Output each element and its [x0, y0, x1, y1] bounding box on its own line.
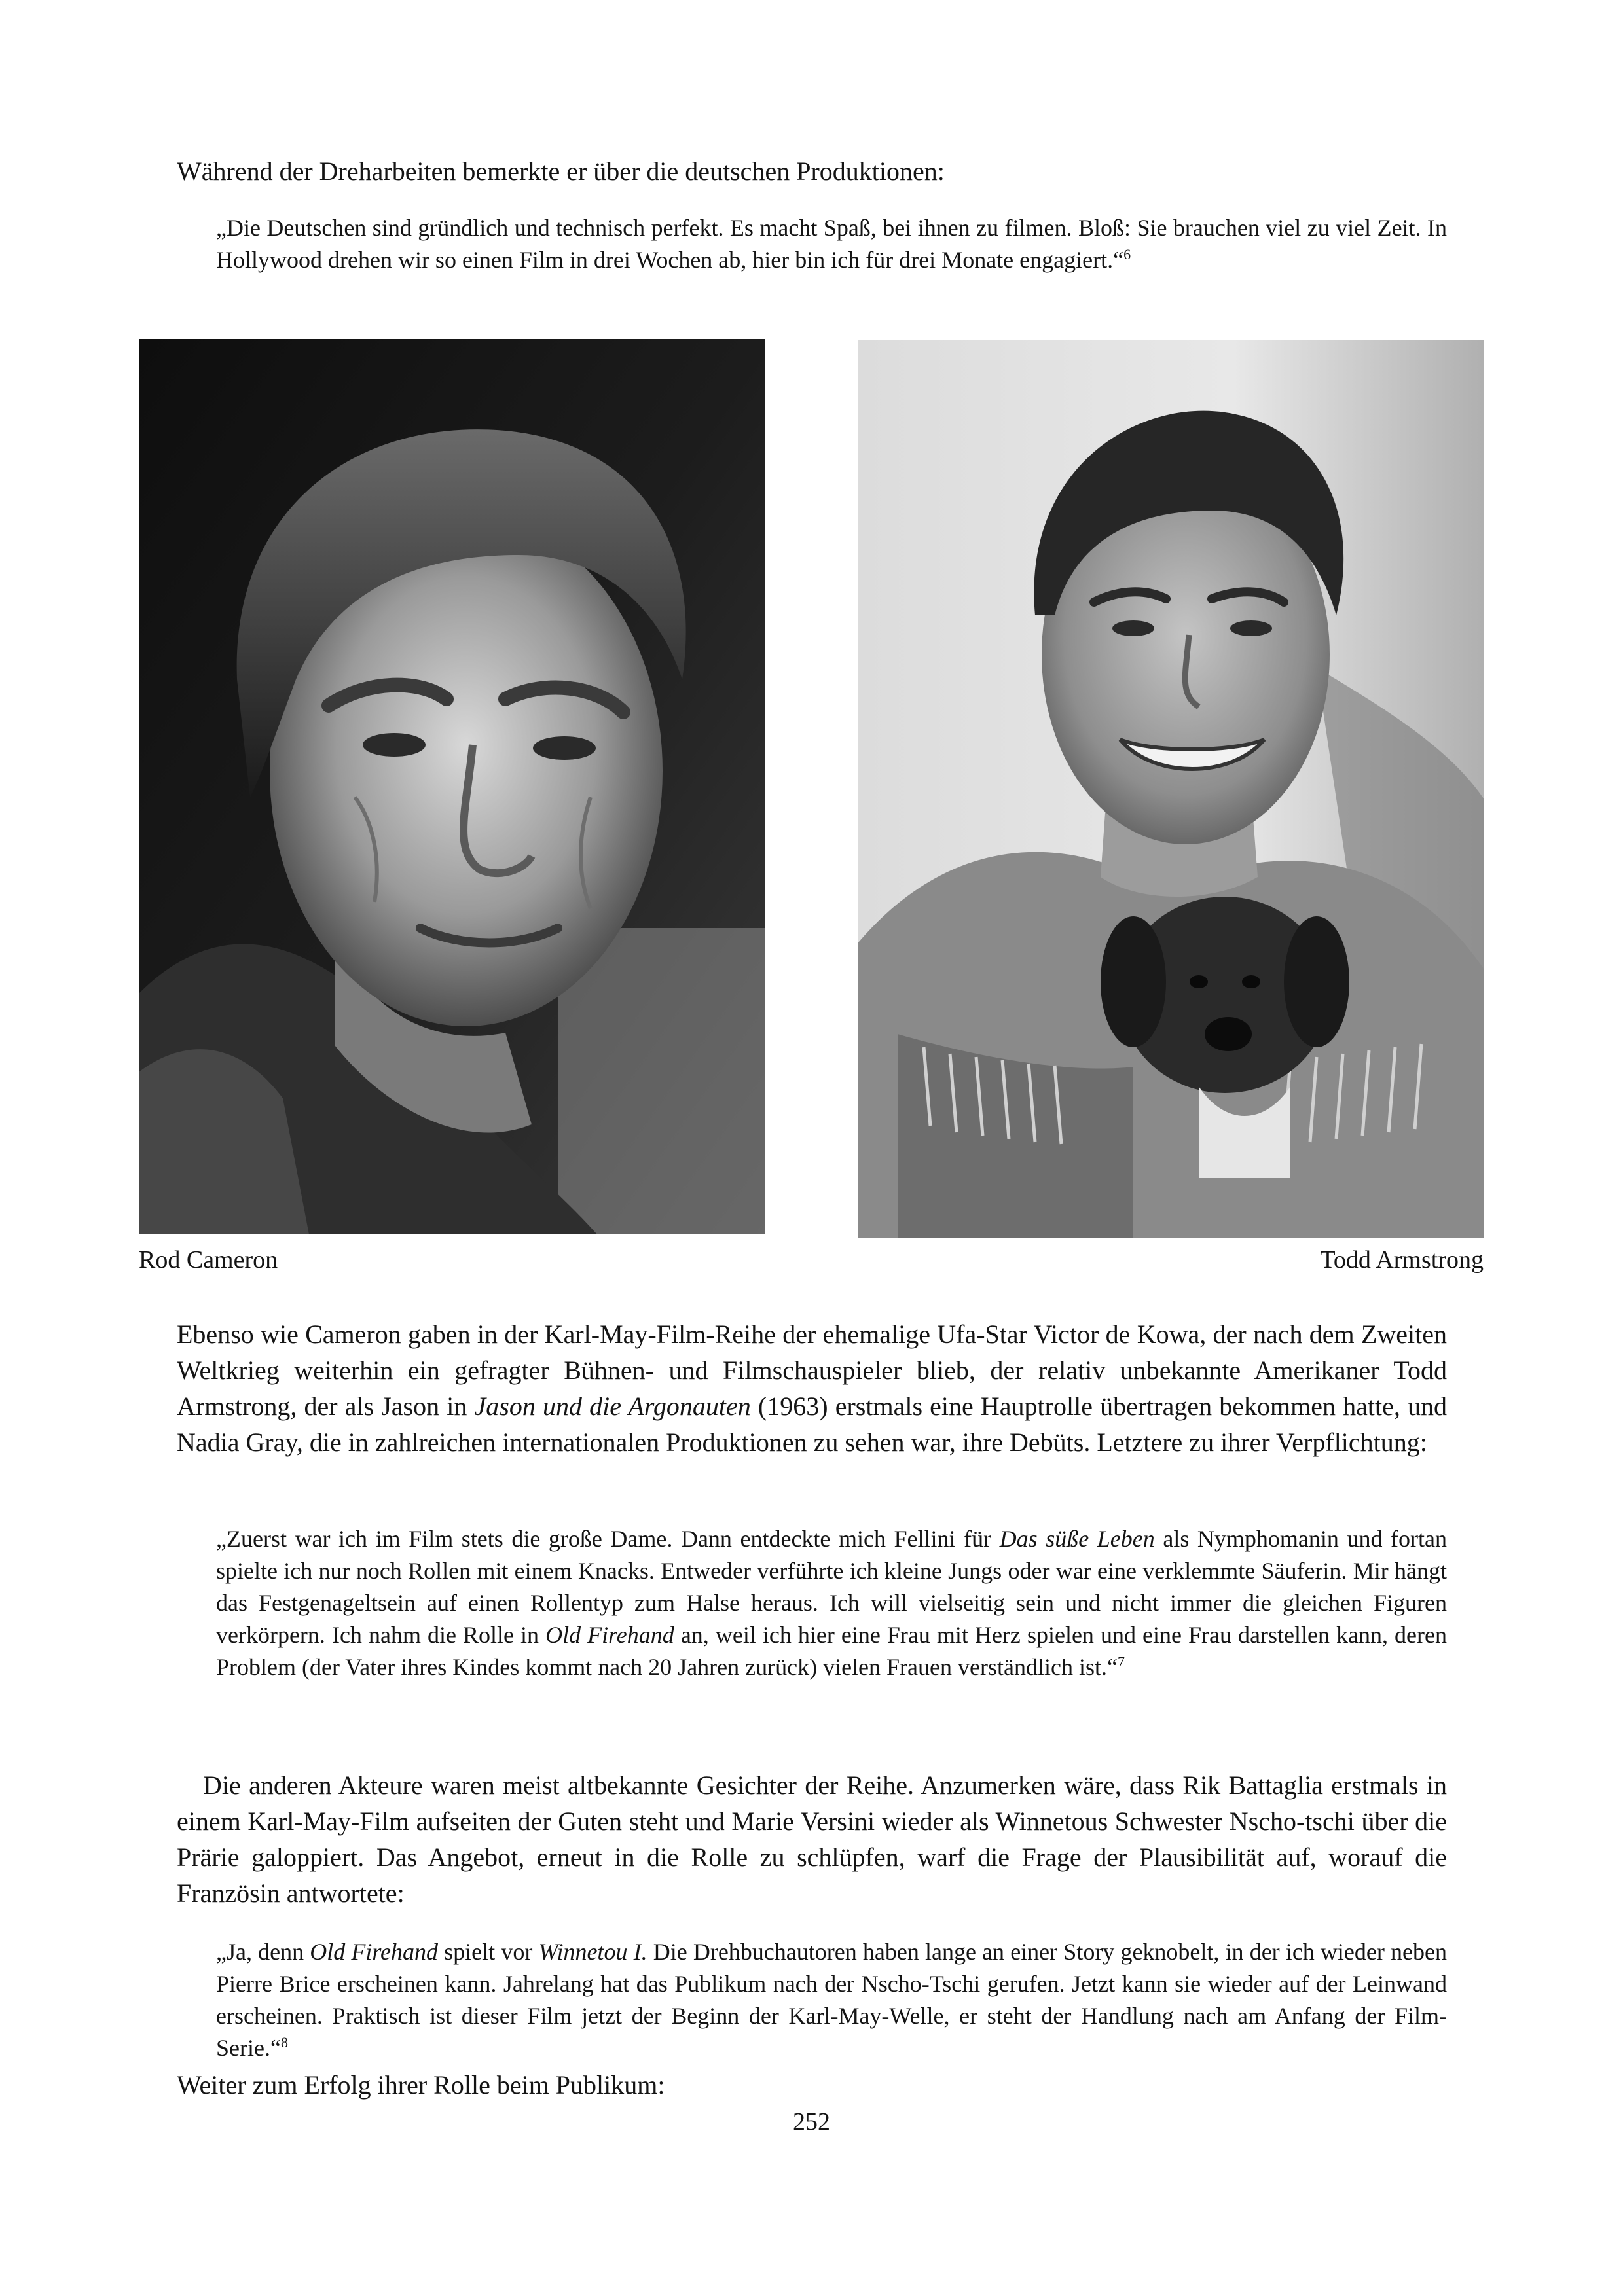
paragraph-text: Ebenso wie Cameron gaben in der Karl-May-Film-Reihe der ehemalige Ufa-Star Victor de Kowa, der nach dem Zweiten Weltkrieg weiterhin ein gefragter Bühnen- und Filmschauspieler blieb, der relativ unbekannte Amerikaner Todd Armstrong, der als Jason in — [177, 1319, 1447, 1421]
quote-text: „Ja, denn — [216, 1939, 310, 1965]
film-title: Old Firehand — [545, 1622, 674, 1648]
caption-right — [1320, 1244, 1484, 1276]
paragraph-text: Die anderen Akteure waren meist altbekannte Gesichter der Reihe. Anzumerken wäre, dass Rik Battaglia erstmals in einem Karl-May-Film aufseiten der Guten steht und Marie Versini wieder als Winnetous Schwester Nscho-tschi über die Prärie galoppiert. Das Angebot, erneut in die Rolle zu schlüpfen, warf die Frage der Plausibilität auf, worauf die Französin antwortete: — [177, 1770, 1447, 1908]
quote-text: „Zuerst war ich im Film stets die große Dame. Dann entdeckte mich Fellini für — [216, 1526, 1000, 1552]
page-number — [0, 2108, 1623, 2136]
quote-cameron-text: „Die Deutschen sind gründlich und technisch perfekt. Es macht Spaß, bei ihnen zu filmen. Bloß: Sie brauchen viel zu viel Zeit. In Hollywood drehen wir so einen Film in drei Wochen ab, hier bin ich für drei Monate engagiert.“ — [216, 215, 1447, 273]
film-title: Jason und die Argonauten — [474, 1391, 751, 1421]
portrait-image — [139, 339, 765, 1234]
quote-text: Die Drehbuchautoren haben lange an einer Story geknobelt, in der ich wieder neben Pierre Brice erscheinen kann. Jahrelang hat das Publikum nach der Nscho-Tschi gerufen. Jetzt kann sie wieder auf der Leinwand erscheinen. Praktisch ist dieser Film jetzt der Beginn der Karl-May-Welle, er steht der Handlung nach am Anfang der Film-Serie.“ — [216, 1939, 1447, 2061]
quote-text: als Nymphomanin und fortan spielte ich nur noch Rollen mit einem Knacks. Entweder verführte ich kleine Jungs oder war eine verklemmte Säuferin. Mir hängt das Festgenageltsein auf einen Rollentyp zum Halse heraus. Ich will vielseitig sein und nicht immer die gleichen Figuren verkörpern. Ich nahm die Rolle in — [216, 1526, 1447, 1648]
closing-line-text: Weiter zum Erfolg ihrer Rolle beim Publikum: — [177, 2070, 665, 2100]
paragraph-actors — [177, 1767, 1447, 1911]
portrait-image — [858, 340, 1484, 1238]
quote-text: spielt vor — [438, 1939, 539, 1965]
caption-left-text: Rod Cameron — [139, 1246, 278, 1274]
quote-marie-versini — [216, 1936, 1447, 2064]
intro-line — [177, 153, 1447, 189]
paragraph-text: (1963) erstmals eine Hauptrolle übertragen bekommen hatte, und Nadia Gray, die in zahlreichen internationalen Produktionen zu sehen war, ihre Debüts. Letztere zu ihrer Verpflichtung: — [177, 1391, 1447, 1457]
caption-right-text: Todd Armstrong — [1320, 1246, 1484, 1274]
quote-cameron — [216, 212, 1447, 276]
caption-left — [139, 1244, 278, 1276]
page-number-text: 252 — [793, 2108, 830, 2136]
film-title: Das süße Leben — [999, 1526, 1155, 1552]
closing-line — [177, 2067, 1447, 2103]
photo-todd-armstrong — [858, 340, 1484, 1238]
intro-line-text: Während der Dreharbeiten bemerkte er über die deutschen Produktionen: — [177, 156, 945, 186]
footnote-marker: 6 — [1123, 246, 1131, 262]
film-title: Winnetou I. — [538, 1939, 647, 1965]
film-title: Old Firehand — [310, 1939, 439, 1965]
quote-nadia-gray — [216, 1523, 1447, 1683]
paragraph-debuts — [177, 1316, 1447, 1460]
footnote-marker: 8 — [280, 2034, 288, 2051]
photo-rod-cameron — [139, 339, 765, 1234]
footnote-marker: 7 — [1117, 1653, 1125, 1670]
quote-text: an, weil ich hier eine Frau mit Herz spielen und eine Frau darstellen kann, deren Problem (der Vater ihres Kindes kommt nach 20 Jahren zurück) vielen Frauen verständlich ist.“ — [216, 1622, 1447, 1680]
